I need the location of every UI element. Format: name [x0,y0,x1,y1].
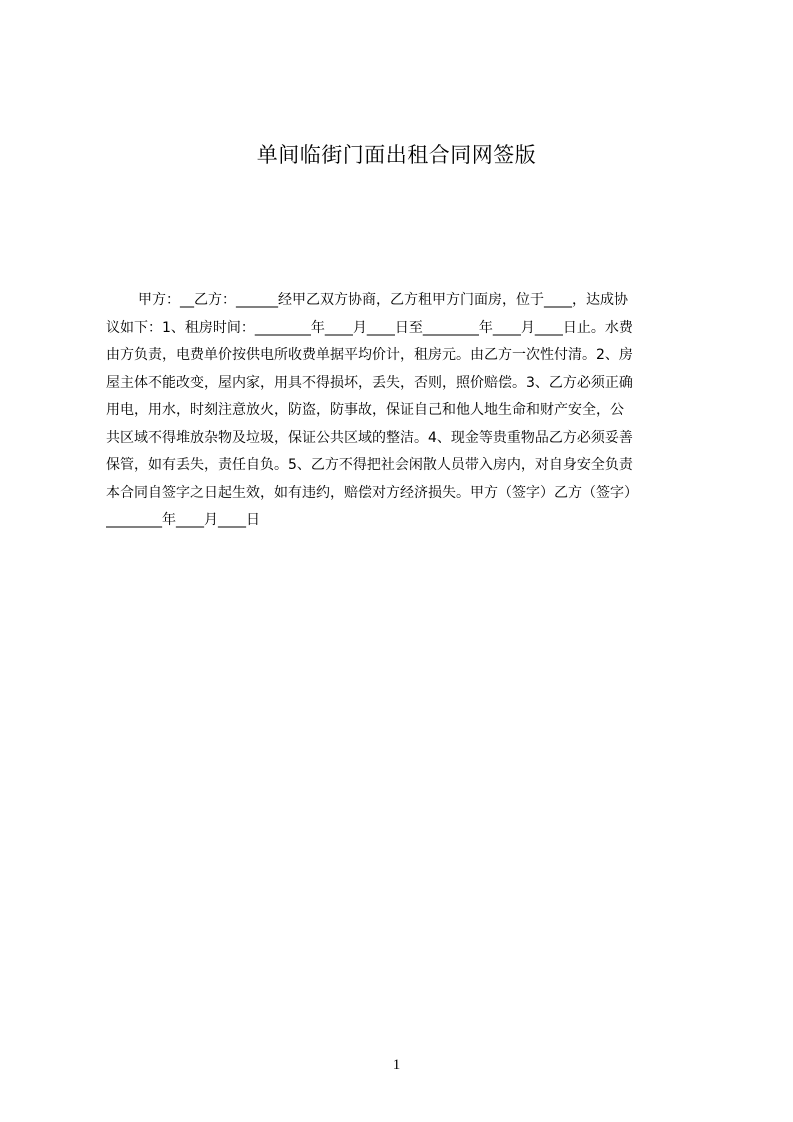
page-number: 1 [392,1057,401,1073]
body-line-3: 由方负责，电费单价按供电所收费单据平均价计，租房元。由乙方一次性付清。2、房 [106,347,633,363]
body-line-7: 保管，如有丢失，责任自负。5、乙方不得把社会闲散人员带入房内，对自身安全负责 [106,457,633,473]
body-line-8: 本合同自签字之日起生效，如有违约，赔偿对方经济损失。甲方（签字）乙方（签字） [106,484,638,501]
body-line-4: 屋主体不能改变，屋内家，用具不得损坏，丢失，否则，照价赔偿。3、乙方必须正确 [106,374,633,391]
body-line-6: 共区域不得堆放杂物及垃圾，保证公共区域的整洁。4、现金等贵重物品乙方必须妥善 [106,429,633,446]
contract-body [106,287,697,535]
body-line-9: ________年____月____日 [106,512,260,528]
body-line-2: 议如下：1、租房时间：________年____月____日至________年____月____日止。水费 [106,319,633,336]
body-line-1: 甲方：__乙方：______经甲乙双方协商，乙方租甲方门面房，位于____，达成协 [138,292,628,308]
document-title: 单间临街门面出租合同网签版 [256,143,537,167]
body-line-5: 用电，用水，时刻注意放火，防盗，防事故，保证自己和他人地生命和财产安全，公 [106,402,624,418]
